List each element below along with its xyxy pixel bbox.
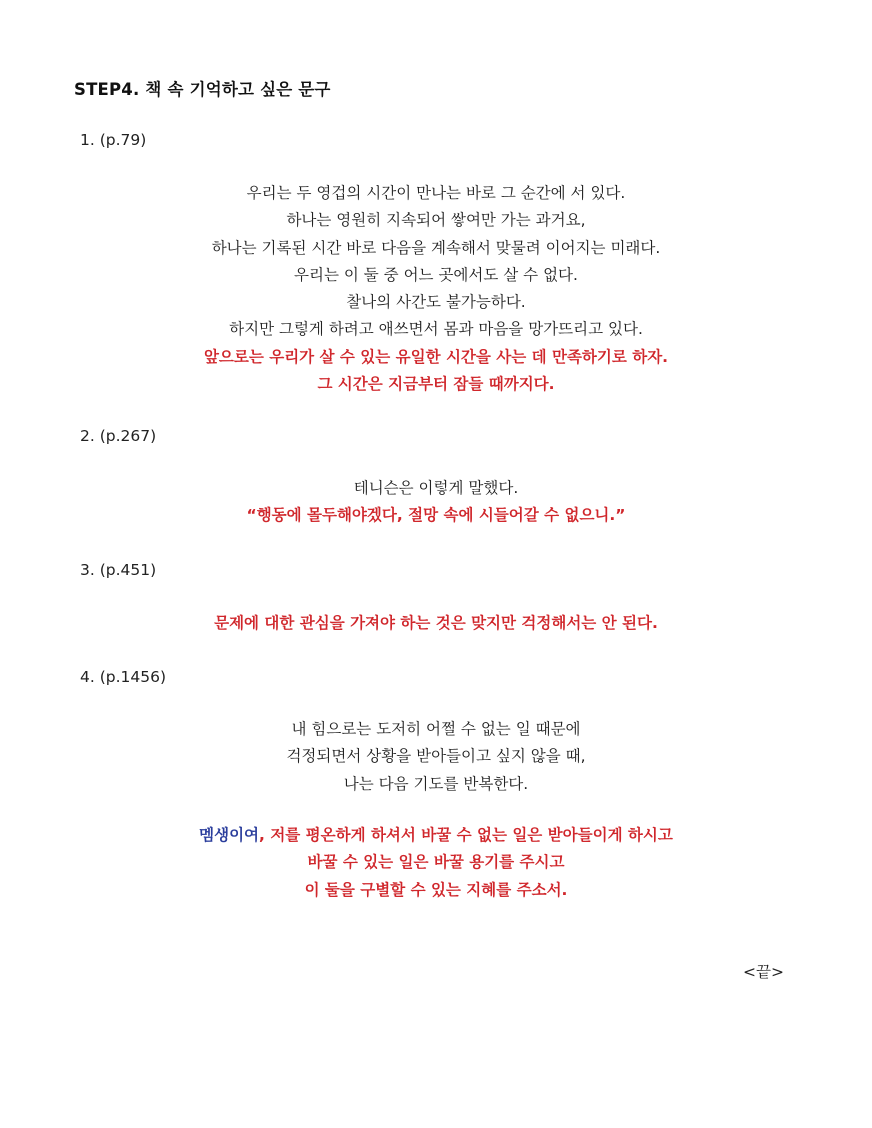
quote-2-line: 테니슨은 이렇게 말했다. [353, 479, 519, 497]
quote-1-line: 하나는 기록된 시간 바로 다음을 계속해서 맞물려 이어지는 미래다. [211, 238, 661, 257]
prayer-addressee: 멤생이여 [199, 826, 260, 844]
quote-1-line: 우리는 두 영겁의 시간이 만나는 바로 그 순간에 서 있다. [246, 184, 626, 202]
section-title: STEP4. 책 속 기억하고 싶은 문구 [74, 80, 331, 99]
prayer-line-2: 바꿀 수 있는 일은 바꿀 용기를 주시고 [307, 853, 565, 872]
quote-4-line: 내 힘으로는 도저히 어쩔 수 없는 일 때문에 [291, 720, 581, 738]
quote-2-highlight-line: “행동에 몰두해야겠다, 절망 속에 시들어갈 수 없으니.” [246, 506, 626, 525]
prayer-line-1 [0, 822, 872, 849]
quote-3-page-ref: 3. (p.451) [80, 561, 157, 579]
quote-1-highlight-line: 앞으로는 우리가 살 수 있는 유일한 시간을 사는 데 만족하기로 하자. [203, 347, 669, 366]
quote-4-page-ref: 4. (p.1456) [80, 668, 167, 686]
quote-4-line: 나는 다음 기도를 반복한다. [343, 774, 529, 793]
quote-1-page-ref: 1. (p.79) [80, 131, 147, 149]
quote-1-line: 찰나의 사간도 불가능하다. [346, 293, 526, 312]
quote-1-line: 우리는 이 둘 중 어느 곳에서도 살 수 없다. [294, 265, 578, 284]
quote-1-line: 하지만 그렇게 하려고 애쓰면서 몸과 마음을 망가뜨리고 있다. [229, 320, 643, 339]
serenity-prayer [0, 822, 872, 904]
quote-3-highlight-line: 문제에 대한 관심을 가져야 하는 것은 맞지만 걱정해서는 안 된다. [214, 614, 658, 632]
end-mark: <끝> [743, 963, 784, 981]
quote-4 [0, 716, 872, 798]
prayer-line-3: 이 둘을 구별할 수 있는 지혜를 주소서. [304, 880, 568, 899]
quote-2 [0, 475, 872, 530]
quote-1 [0, 180, 872, 398]
quote-1-line: 하나는 영원히 지속되어 쌓여만 가는 과거요, [286, 211, 586, 230]
quote-2-page-ref: 2. (p.267) [80, 427, 157, 445]
prayer-line-1-text: , 저를 평온하게 하셔서 바꿀 수 없는 일은 받아들이게 하시고 [259, 826, 673, 844]
quote-3 [0, 610, 872, 637]
quote-4-line: 걱정되면서 상황을 받아들이고 싶지 않을 때, [286, 747, 586, 766]
quote-1-highlight-line: 그 시간은 지금부터 잠들 때까지다. [317, 375, 555, 394]
